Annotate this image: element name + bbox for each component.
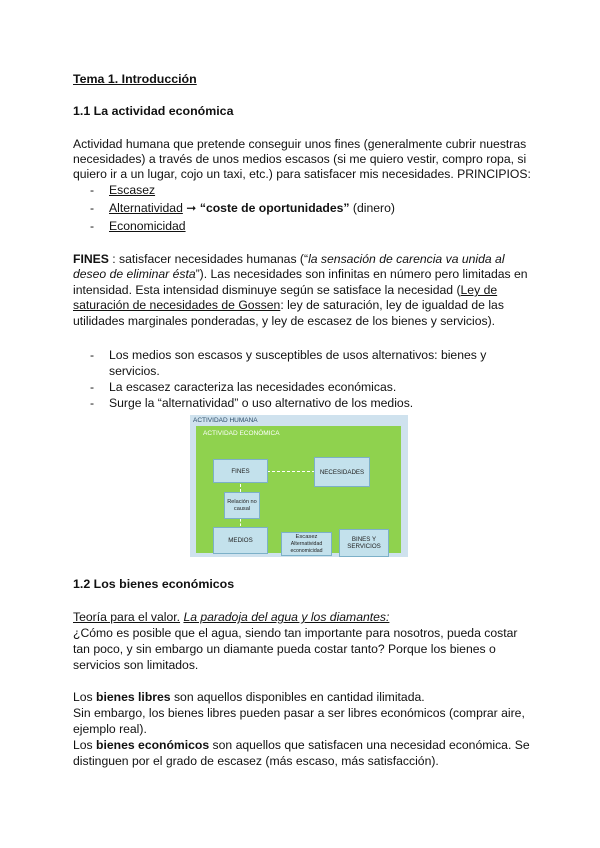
actividad-economica-area: [196, 426, 401, 553]
bienes-servicios-box: BINES Y SERVICIOS: [339, 529, 389, 557]
fines-text: ”). Las necesidades son infinitas en número pero limitadas en: [195, 267, 528, 281]
text: son aquellos que satisfacen una necesidad económica. Se: [209, 738, 530, 752]
connector-line: [240, 484, 241, 492]
bullet-dash: -: [90, 201, 95, 215]
sin-embargo-line: Sin embargo, los bienes libres pueden pasar a ser libres económicos (comprar aire,: [73, 706, 525, 720]
alternatividad-text: Alternatividad: [109, 201, 183, 215]
arrow-right-icon: ➞: [186, 201, 197, 215]
ley-gossen-link: Ley de: [460, 283, 498, 297]
question-line: tan poco, y sin embargo un diamante pueda costar tanto? Porque los bienes o: [73, 642, 496, 656]
bullet-dash: -: [90, 396, 95, 410]
escasez-title: Escasez: [295, 533, 318, 540]
bullet-item: Surge la “alternatividad” o uso alternativo de los medios.: [109, 396, 414, 410]
principio-alternatividad: [109, 201, 395, 216]
question-line: ¿Cómo es posible que el agua, siendo tan importante para nosotros, pueda costar: [73, 626, 518, 640]
teoria-text: Teoría para el valor.: [73, 610, 181, 624]
bienes-economicos-term: bienes económicos: [96, 738, 210, 752]
text: Los: [73, 690, 97, 704]
question-line: servicios son limitados.: [73, 658, 199, 672]
dinero-text: (dinero): [352, 201, 395, 215]
section-heading-1-1: 1.1 La actividad económica: [73, 104, 234, 118]
bullet-item: La escasez caracteriza las necesidades económicas.: [109, 380, 397, 394]
bienes-economicos-line: [73, 738, 530, 753]
connector-line: [267, 471, 315, 472]
diagram-inner-label: ACTIVIDAD ECONÓMICA: [203, 430, 280, 437]
necesidades-box: NECESIDADES: [314, 457, 370, 487]
fines-line-5: utilidades marginales ponderadas, y ley de escasez de los bienes y servicios).: [73, 314, 496, 328]
relacion-box: Relación no causal: [224, 492, 260, 519]
text: Los: [73, 738, 97, 752]
paragraph-line: Actividad humana que pretende conseguir unos fines (generalmente cubrir nuestras: [73, 137, 527, 151]
escasez-box: [281, 532, 332, 556]
fines-line-2: [73, 267, 528, 282]
paradoja-text: La paradoja del agua y los diamantes:: [183, 610, 390, 624]
fines-line-3: [73, 283, 497, 298]
fines-text: : ley de saturación, ley de igualdad de las: [280, 298, 504, 312]
fines-italic: la sensación de carencia va unida al: [308, 252, 505, 266]
bullet-item: Los medios son escasos y susceptibles de usos alternativos: bienes y: [109, 348, 487, 362]
principio-economicidad: Economicidad: [109, 219, 186, 233]
diagram-outer-label: ACTIVIDAD HUMANA: [193, 417, 258, 424]
paragraph-line: necesidades) a través de unos medios escasos (si me quiero vestir, compro ropa, si: [73, 152, 527, 166]
paragraph-line: quiero ir a un lugar, cojo un taxi, etc.) para satisfacer mis necesidades. PRINCIPIOS:: [73, 167, 531, 181]
fines-label: FINES: [73, 252, 109, 266]
bienes-economicos-line-2: distinguen por el grado de escasez (más escaso, más satisfacción).: [73, 754, 439, 768]
ley-gossen-link: saturación de necesidades de Gossen: [73, 298, 281, 312]
teoria-line: [73, 610, 389, 625]
fines-line-1: [73, 252, 505, 267]
fines-line-4: [73, 298, 504, 313]
text: son aquellos disponibles en cantidad ilimitada.: [170, 690, 425, 704]
bullet-dash: -: [90, 219, 95, 233]
escasez-sub: Alternatividad economicidad: [290, 540, 323, 554]
bienes-libres-line: [73, 690, 425, 705]
principio-escasez: Escasez: [109, 183, 156, 197]
actividad-diagram: [190, 415, 408, 557]
fines-text: : satisfacer necesidades humanas (“: [108, 252, 309, 266]
bienes-libres-term: bienes libres: [96, 690, 171, 704]
sin-embargo-line: ejemplo real).: [73, 722, 147, 736]
bullet-dash: -: [90, 183, 95, 197]
section-heading-1-2: 1.2 Los bienes económicos: [73, 577, 235, 591]
fines-italic: deseo de eliminar ésta: [73, 267, 196, 281]
coste-oportunidades-text: “coste de oportunidades”: [199, 201, 350, 215]
bullet-dash: -: [90, 348, 95, 362]
connector-line: [240, 519, 241, 526]
fines-text: intensidad. Esta intensidad disminuye según se satisface la necesidad (: [73, 283, 461, 297]
page-title: Tema 1. Introducción: [73, 72, 197, 86]
fines-box: FINES: [213, 459, 268, 483]
medios-box: MEDIOS: [213, 527, 268, 554]
bullet-dash: -: [90, 380, 95, 394]
bullet-item-cont: servicios.: [109, 364, 160, 378]
